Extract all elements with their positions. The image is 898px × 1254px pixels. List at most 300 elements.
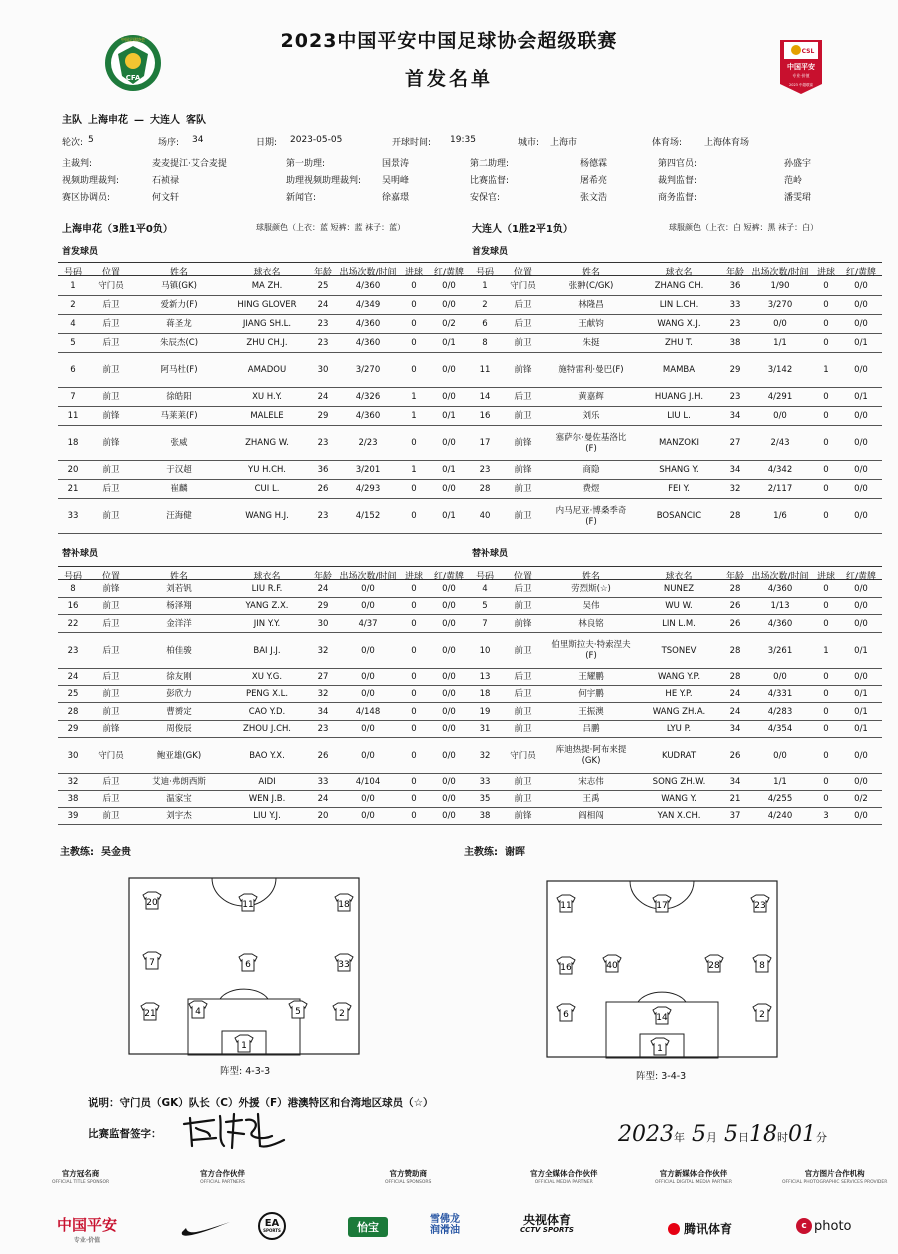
home-cell: 36	[317, 465, 329, 476]
home-cell: 4/152	[355, 511, 381, 522]
home-cell: 蒋圣龙	[166, 319, 192, 330]
away-header-cell: 姓名	[581, 268, 600, 278]
away-cell: NUNEZ	[663, 584, 695, 595]
shirt-number: 4	[195, 1007, 201, 1017]
away-cell: 0	[823, 706, 829, 717]
home-cell: 阿马杜(F)	[160, 365, 198, 376]
away-subs-row	[470, 774, 882, 791]
away-header-cell: 红/黄牌	[845, 572, 877, 582]
sponsor-label-cn: 官方合作伙伴	[200, 1169, 245, 1178]
away-cell: 4/283	[767, 706, 793, 717]
away-cell: 前卫	[514, 794, 532, 805]
home-cell: 0	[411, 794, 417, 805]
home-starters-row	[58, 315, 470, 334]
away-cell: 0/0	[854, 438, 868, 449]
player-shirt-icon	[557, 1004, 575, 1021]
away-header-cell: 出场次数/时间	[751, 572, 809, 582]
away-cell: FEI Y.	[668, 484, 690, 495]
home-cell: 马莱莱(F)	[160, 411, 198, 422]
away-cell: 0/0	[854, 300, 868, 311]
home-cell: 杨泽翔	[166, 601, 192, 612]
away-cell: LIN L.M.	[662, 618, 696, 629]
home-cell: 23	[317, 511, 329, 522]
sponsor-label	[782, 1168, 887, 1185]
home-header-cell: 出场次数/时间	[339, 268, 397, 278]
away-header-cell: 出场次数/时间	[751, 268, 809, 278]
home-cell: 1	[411, 392, 417, 403]
home-cell: 23	[317, 724, 329, 735]
away-formation-label: 阵型:	[636, 1071, 659, 1082]
sponsor-label	[385, 1168, 431, 1185]
cphoto-logo-text: photo	[814, 1218, 852, 1234]
cctv-sports-logo	[520, 1214, 574, 1235]
away-cell: 前卫	[514, 338, 532, 349]
home-coach-label: 主教练:	[60, 847, 94, 858]
page-subtitle: 首发名单	[404, 68, 493, 90]
away-cell: 0/1	[854, 724, 868, 735]
cphoto-logo	[796, 1218, 852, 1234]
home-cell: 0/0	[442, 601, 456, 612]
home-starters-row	[58, 426, 470, 461]
home-formation-pitch	[128, 877, 360, 1057]
home-header-cell: 进球	[404, 268, 423, 278]
away-cell: 8	[482, 338, 488, 349]
player-shirt-icon	[557, 895, 575, 912]
away-cell: 38	[479, 811, 491, 822]
sponsor-label	[655, 1168, 732, 1185]
home-cell: 前锋	[102, 411, 120, 422]
away-cell: MANZOKI	[658, 438, 700, 449]
official-label: 主裁判:	[62, 159, 93, 169]
home-cell: 34	[317, 706, 329, 717]
away-subs-row	[470, 615, 882, 633]
away-cell: 0	[823, 618, 829, 629]
away-cell: 26	[729, 601, 741, 612]
away-team: 大连人	[150, 115, 180, 126]
home-cell: 0/0	[442, 672, 456, 683]
away-cell: 24	[729, 706, 741, 717]
away-label: 客队	[186, 115, 206, 126]
away-cell: 0/0	[854, 281, 868, 292]
shirt-number: 7	[149, 958, 155, 968]
home-cell: 后卫	[102, 672, 120, 683]
home-cell: 后卫	[102, 338, 120, 349]
home-cell: 0/0	[442, 392, 456, 403]
home-cell: 11	[67, 411, 79, 422]
away-formation-pitch	[546, 880, 778, 1060]
away-starters-row	[470, 315, 882, 334]
home-header-cell: 出场次数/时间	[339, 572, 397, 582]
home-cell: 0/0	[361, 672, 375, 683]
away-cell: MAMBA	[662, 365, 696, 376]
official-value: 杨德霖	[580, 159, 608, 169]
home-header-cell: 红/黄牌	[433, 268, 465, 278]
away-cell: 0	[823, 601, 829, 612]
official-value: 孙盛宇	[784, 159, 812, 169]
shirt-number: 2	[759, 1010, 765, 1020]
away-cell: 13	[479, 672, 491, 683]
away-cell: 35	[479, 794, 491, 805]
date-year-unit: 年	[674, 1131, 685, 1144]
away-cell: 7	[482, 618, 488, 629]
away-table-header	[470, 262, 882, 276]
away-cell: ZHU T.	[664, 338, 694, 349]
home-cell: 1	[411, 465, 417, 476]
official-value: 石祯禄	[152, 176, 180, 186]
away-cell: 0/0	[854, 601, 868, 612]
away-starters-row	[470, 296, 882, 315]
away-cell: 0/1	[854, 689, 868, 700]
home-cell: 0/0	[442, 618, 456, 629]
away-cell: 4/255	[767, 794, 793, 805]
away-cell: 阎相闯	[578, 811, 604, 822]
home-cell: 0/1	[442, 465, 456, 476]
away-cell: 24	[729, 689, 741, 700]
away-cell: WANG X.J.	[657, 319, 701, 330]
away-cell: 前锋	[514, 438, 532, 449]
away-cell: 4/354	[767, 724, 793, 735]
home-cell: 艾迪·弗朗西斯	[152, 777, 206, 788]
home-cell: 32	[317, 645, 329, 656]
pingan-logo-text: 中国平安	[56, 1216, 117, 1234]
player-shirt-icon	[603, 955, 621, 972]
home-cell: 0/0	[361, 724, 375, 735]
away-cell: 商隐	[582, 465, 600, 476]
away-header-cell: 球衣名	[665, 268, 693, 278]
away-starters-row	[470, 499, 882, 534]
away-starters-row	[470, 277, 882, 296]
away-starters-row	[470, 353, 882, 388]
date-day-unit: 日	[738, 1131, 749, 1144]
home-cell: YANG Z.X.	[245, 601, 289, 612]
away-cell: 11	[479, 365, 491, 376]
home-cell: 0	[411, 618, 417, 629]
home-cell: 29	[317, 601, 329, 612]
home-header-cell: 年龄	[313, 572, 332, 582]
away-cell: WANG Y.P.	[657, 672, 701, 683]
home-cell: 柏佳骏	[166, 645, 192, 656]
home-cell: 0/0	[442, 724, 456, 735]
home-cell: 6	[70, 365, 76, 376]
home-cell: 后卫	[102, 319, 120, 330]
home-cell: 前锋	[102, 724, 120, 735]
home-cell: 0	[411, 672, 417, 683]
home-cell: WANG H.J.	[245, 511, 289, 522]
home-cell: 温家宝	[166, 794, 192, 805]
home-table-header	[58, 566, 470, 580]
home-header-cell: 红/黄牌	[433, 572, 465, 582]
home-header-cell: 球衣名	[253, 268, 281, 278]
away-cell: 38	[729, 338, 741, 349]
info-label: 轮次:	[62, 138, 84, 148]
home-cell: 汪海健	[166, 511, 192, 522]
home-cell: 0/0	[442, 750, 456, 761]
home-label: 主队	[62, 115, 82, 126]
home-cell: 30	[67, 750, 79, 761]
home-cell: ZHOU J.CH.	[243, 724, 291, 735]
away-subs-row	[470, 686, 882, 703]
home-starters-row	[58, 480, 470, 499]
home-cell: 后卫	[102, 300, 120, 311]
ea-logo-text: EA	[264, 1218, 280, 1229]
away-cell: LYU P.	[666, 724, 692, 735]
away-cell: 前卫	[514, 484, 532, 495]
away-cell: 0	[823, 584, 829, 595]
away-cell: 前卫	[514, 706, 532, 717]
sponsor-label	[530, 1168, 598, 1185]
away-cell: LIU L.	[667, 411, 691, 422]
date-month: 5	[692, 1122, 706, 1147]
home-cell: 0/0	[442, 365, 456, 376]
away-cell: LIN L.CH.	[659, 300, 699, 311]
away-cell: 1/6	[773, 511, 787, 522]
home-starting-label: 首发球员	[62, 247, 99, 257]
home-cell: 3/201	[355, 465, 381, 476]
home-cell: 18	[67, 438, 79, 449]
home-table-header	[58, 262, 470, 276]
home-cell: 4/349	[355, 300, 381, 311]
tencent-logo-text: 腾讯体育	[684, 1222, 733, 1236]
home-cell: 0/0	[361, 811, 375, 822]
home-cell: 前卫	[102, 706, 120, 717]
player-shirt-icon	[189, 1001, 207, 1018]
away-cell: 27	[729, 438, 741, 449]
home-cell: 崔麟	[170, 484, 188, 495]
home-cell: 26	[317, 484, 329, 495]
home-cell: JIN Y.Y.	[253, 618, 281, 629]
home-cell: 前卫	[102, 601, 120, 612]
home-cell: 0/0	[442, 794, 456, 805]
home-cell: 21	[67, 484, 79, 495]
shirt-number: 20	[146, 898, 158, 908]
home-cell: 39	[67, 811, 79, 822]
away-cell: 0	[823, 281, 829, 292]
away-cell: 21	[729, 794, 741, 805]
player-shirt-icon	[235, 1035, 253, 1052]
info-label: 体育场:	[652, 138, 683, 148]
home-starters-row	[58, 277, 470, 296]
away-header-cell: 位置	[513, 268, 532, 278]
home-cell: CAO Y.D.	[248, 706, 286, 717]
home-cell: 4/148	[355, 706, 381, 717]
away-cell: 0	[823, 511, 829, 522]
player-shirt-icon	[753, 955, 771, 972]
home-cell: 2	[70, 300, 76, 311]
player-shirt-icon	[653, 1007, 671, 1024]
nike-swoosh-icon	[180, 1218, 232, 1238]
away-cell: 3/261	[767, 645, 793, 656]
home-cell: 张威	[170, 438, 188, 449]
home-cell: 33	[67, 511, 79, 522]
away-cell: 后卫	[514, 300, 532, 311]
away-cell: SHANG Y.	[659, 465, 699, 476]
player-shirt-icon	[143, 952, 161, 969]
home-cell: 0/1	[442, 411, 456, 422]
official-label: 裁判监督:	[658, 176, 698, 186]
away-cell: 0/1	[854, 706, 868, 717]
away-cell: 0/0	[854, 750, 868, 761]
home-cell: 后卫	[102, 794, 120, 805]
official-value: 麦麦提江·艾合麦提	[152, 159, 227, 169]
official-label: 赛区协调员:	[62, 193, 111, 203]
player-shirt-icon	[705, 955, 723, 972]
away-cell: 0/0	[773, 411, 787, 422]
away-cell: 0/0	[854, 511, 868, 522]
away-subs-row	[470, 721, 882, 738]
away-cell: 23	[479, 465, 491, 476]
away-starters-row	[470, 480, 882, 499]
away-cell: 朱挺	[582, 338, 600, 349]
home-cell: 0/0	[442, 777, 456, 788]
away-cell: 0	[823, 319, 829, 330]
away-cell: 2/43	[770, 438, 790, 449]
home-cell: 1	[411, 411, 417, 422]
home-cell: 25	[67, 689, 79, 700]
shirt-number: 1	[241, 1041, 247, 1051]
home-cell: WEN J.B.	[248, 794, 286, 805]
info-value: 上海体育场	[704, 138, 750, 148]
sponsor-label-cn: 官方新媒体合作伙伴	[659, 1169, 728, 1178]
home-cell: 0/0	[361, 794, 375, 805]
away-formation-value: 3-4-3	[661, 1071, 687, 1082]
home-cell: 0/0	[442, 438, 456, 449]
home-starters-row	[58, 499, 470, 534]
away-cell: 后卫	[514, 689, 532, 700]
away-cell: 18	[479, 689, 491, 700]
home-subs-row	[58, 633, 470, 669]
player-shirt-icon	[333, 1003, 351, 1020]
home-cell: 1	[70, 281, 76, 292]
home-subs-row	[58, 598, 470, 615]
away-header-cell: 号码	[475, 572, 494, 582]
home-cell: 0	[411, 724, 417, 735]
away-cell: 0	[823, 724, 829, 735]
away-cell: 28	[479, 484, 491, 495]
home-cell: 24	[317, 584, 329, 595]
away-cell: KUDRAT	[661, 750, 697, 761]
home-cell: 0	[411, 706, 417, 717]
date-minute-unit: 分	[816, 1131, 827, 1144]
away-cell: 内马尼亚·博桑季奇(F)	[555, 505, 627, 527]
away-cell: YAN X.CH.	[657, 811, 701, 822]
away-cell: 0/0	[773, 672, 787, 683]
player-shirt-icon	[289, 1001, 307, 1018]
away-cell: 26	[729, 750, 741, 761]
away-cell: 0	[823, 438, 829, 449]
chevron-logo-sub: 润滑油	[430, 1225, 460, 1236]
away-header-cell: 球衣名	[665, 572, 693, 582]
home-cell: 前卫	[102, 365, 120, 376]
away-cell: 0	[823, 689, 829, 700]
home-cell: 32	[67, 777, 79, 788]
home-cell: 5	[70, 338, 76, 349]
home-subs-row	[58, 774, 470, 791]
tencent-sports-icon	[668, 1223, 680, 1235]
home-cell: 4/360	[355, 281, 381, 292]
away-cell: 23	[729, 392, 741, 403]
home-cell: HING GLOVER	[237, 300, 297, 311]
pingan-logo	[52, 1214, 122, 1244]
away-header-cell: 进球	[816, 572, 835, 582]
shirt-number: 23	[754, 901, 766, 911]
home-cell: 38	[67, 794, 79, 805]
home-cell: 22	[67, 618, 79, 629]
home-cell: YU H.CH.	[248, 465, 286, 476]
home-cell: 朱辰杰(C)	[159, 338, 199, 349]
away-cell: 4/342	[767, 465, 793, 476]
official-value: 徐嘉璟	[382, 193, 410, 203]
away-cell: 34	[729, 777, 741, 788]
home-cell: 0	[411, 365, 417, 376]
home-cell: 0/0	[442, 300, 456, 311]
info-label: 开球时间:	[392, 138, 432, 148]
date-hour-unit: 时	[777, 1131, 788, 1144]
away-cell: 4/360	[767, 584, 793, 595]
shirt-number: 40	[606, 961, 618, 971]
home-cell: 3/270	[355, 365, 381, 376]
shirt-number: 6	[563, 1010, 569, 1020]
away-cell: TSONEV	[661, 645, 697, 656]
away-cell: 后卫	[514, 672, 532, 683]
info-value: 上海市	[550, 138, 578, 148]
away-cell: 0	[823, 300, 829, 311]
home-cell: 0	[411, 811, 417, 822]
away-cell: 0	[823, 392, 829, 403]
away-cell: 0	[823, 338, 829, 349]
home-cell: 0/0	[442, 281, 456, 292]
home-subs-row	[58, 581, 470, 598]
home-cell: 0/2	[442, 319, 456, 330]
away-cell: SONG ZH.W.	[652, 777, 706, 788]
player-shirt-icon	[653, 895, 671, 912]
away-cell: 3/142	[767, 365, 793, 376]
sponsor-label-en: OFFICIAL PHOTOGRAPHIC SERVICES PROVIDER	[782, 1180, 888, 1185]
official-value: 张文浩	[580, 193, 608, 203]
page-title: 2023中国平安中国足球协会超级联赛	[280, 30, 618, 52]
home-formation-label: 阵型:	[220, 1066, 243, 1077]
away-cell: 1/1	[773, 777, 787, 788]
away-header-cell: 红/黄牌	[845, 268, 877, 278]
official-label: 助理视频助理裁判:	[286, 176, 362, 186]
cfa-logo-text: CFA	[125, 74, 141, 82]
home-cell: 20	[67, 465, 79, 476]
away-team-record: 大连人（1胜2平1负）	[472, 224, 573, 235]
home-cell: 4/360	[355, 411, 381, 422]
sponsor-label-cn: 官方赞助商	[389, 1169, 427, 1178]
away-cell: 33	[729, 300, 741, 311]
official-value: 屠希亮	[580, 176, 608, 186]
home-cell: 4/326	[355, 392, 381, 403]
home-starters-row	[58, 353, 470, 388]
home-starters-row	[58, 388, 470, 407]
away-cell: 4/291	[767, 392, 793, 403]
csl-logo-bottom: 2023 中超联赛	[788, 83, 814, 87]
sponsor-label-cn: 官方图片合作机构	[804, 1169, 865, 1178]
away-starting-label: 首发球员	[472, 247, 509, 257]
official-label: 视频助理裁判:	[62, 176, 120, 186]
away-cell: WANG ZH.A.	[652, 706, 706, 717]
home-cell: 2/23	[358, 438, 378, 449]
csl-logo-top: CSL	[801, 48, 815, 55]
home-team-record: 上海申花（3胜1平0负）	[62, 224, 173, 235]
shirt-number: 1	[657, 1044, 663, 1054]
away-cell: 前卫	[514, 724, 532, 735]
dash: —	[134, 115, 144, 126]
sponsor-label-en: OFFICIAL MEDIA PARTNER	[534, 1180, 593, 1185]
away-table-header	[470, 566, 882, 580]
official-value: 国景涛	[382, 159, 410, 169]
home-cell: 23	[317, 319, 329, 330]
